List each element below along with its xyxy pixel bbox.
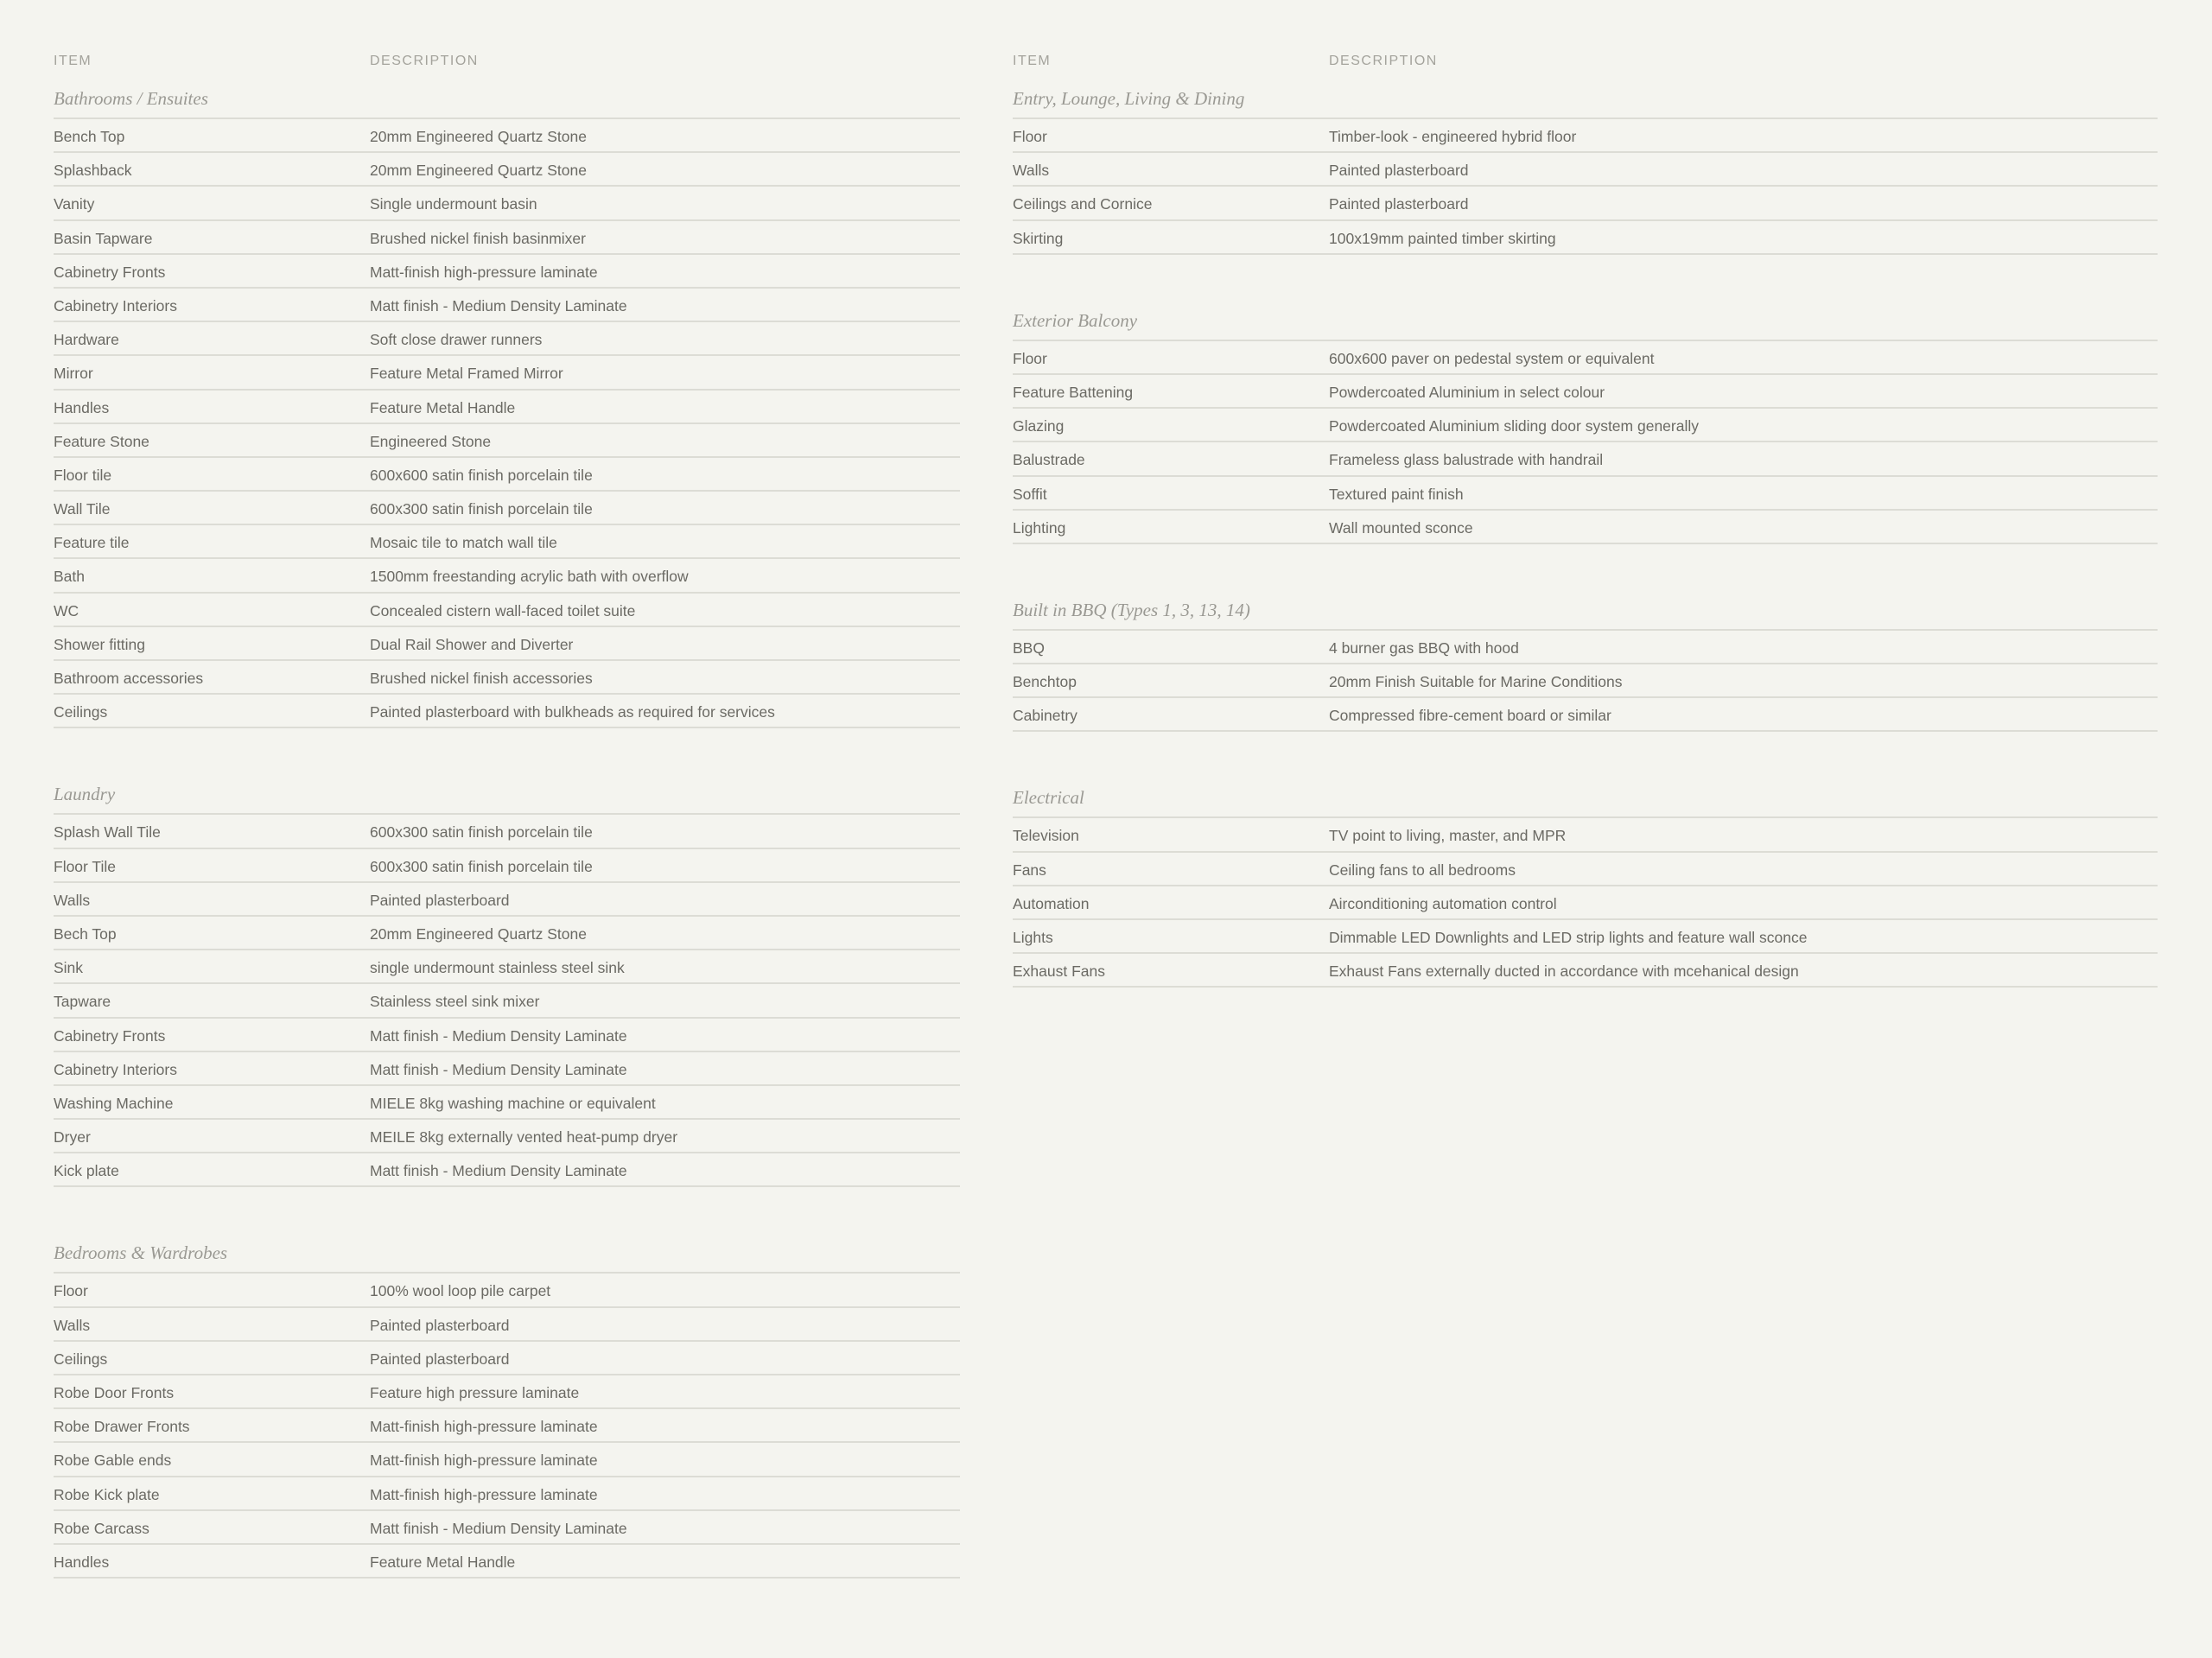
section-title-text: Bedrooms & Wardrobes	[54, 1242, 228, 1264]
table-row	[54, 1019, 960, 1052]
table-row	[54, 119, 960, 153]
column-header	[1013, 0, 2158, 68]
description-cell: Textured paint finish	[1329, 485, 1464, 503]
left-column	[54, 0, 960, 1579]
item-cell: Robe Carcass	[54, 1519, 149, 1537]
table-row	[54, 1477, 960, 1511]
table-row	[54, 255, 960, 289]
item-cell: BBQ	[1013, 638, 1045, 657]
section-title	[54, 62, 960, 119]
description-cell: Brushed nickel finish accessories	[370, 670, 593, 687]
description-cell: 20mm Engineered Quartz Stone	[370, 162, 587, 180]
item-cell: Floor	[1013, 128, 1047, 145]
table-row	[54, 1086, 960, 1120]
item-cell: Exhaust Fans	[1013, 962, 1105, 981]
item-cell: Floor tile	[54, 466, 112, 484]
item-cell: Feature Stone	[54, 432, 149, 450]
item-cell: Ceilings	[54, 1350, 108, 1368]
table-row	[54, 917, 960, 950]
section-gap	[1013, 732, 2158, 761]
item-cell: Balustrade	[1013, 451, 1085, 469]
description-cell: Painted plasterboard	[370, 1350, 510, 1368]
table-row	[1013, 954, 2158, 988]
item-cell: Washing Machine	[54, 1094, 174, 1112]
description-cell: Painted plasterboard	[1329, 162, 1469, 180]
item-cell: Soffit	[1013, 485, 1047, 503]
table-row	[1013, 511, 2158, 544]
table-row	[1013, 153, 2158, 187]
item-cell: WC	[54, 601, 79, 619]
description-cell: Soft close drawer runners	[370, 331, 543, 349]
section-title-text: Bathrooms / Ensuites	[54, 88, 208, 109]
table-row	[1013, 853, 2158, 886]
section-title	[54, 758, 960, 815]
description-cell: MIELE 8kg washing machine or equivalent	[370, 1094, 656, 1112]
item-cell: Robe Gable ends	[54, 1452, 172, 1470]
left-sections	[54, 62, 960, 1579]
description-cell: Feature Metal Handle	[370, 398, 516, 416]
description-cell: TV point to living, master, and MPR	[1329, 827, 1567, 845]
description-cell: Dual Rail Shower and Diverter	[370, 635, 574, 653]
header-item: ITEM	[1013, 54, 1052, 68]
table-row	[54, 492, 960, 525]
item-cell: Walls	[1013, 162, 1050, 180]
item-cell: Floor	[54, 1282, 88, 1300]
description-cell: Airconditioning automation control	[1329, 894, 1557, 912]
table-row	[54, 391, 960, 424]
description-cell: Painted plasterboard	[370, 1316, 510, 1334]
item-cell: Feature Battening	[1013, 383, 1134, 401]
item-cell: Robe Drawer Fronts	[54, 1418, 190, 1436]
description-cell: Frameless glass balustrade with handrail	[1329, 451, 1604, 469]
table-row	[1013, 375, 2158, 409]
section-title	[1013, 284, 2158, 341]
table-row	[1013, 341, 2158, 375]
section-title-text: Electrical	[1013, 787, 1084, 809]
table-row	[54, 1545, 960, 1579]
item-cell: Robe Kick plate	[54, 1485, 160, 1503]
item-cell: Cabinetry	[1013, 707, 1077, 725]
description-cell: Matt finish - Medium Density Laminate	[370, 296, 627, 314]
table-row	[54, 559, 960, 593]
table-row	[1013, 187, 2158, 220]
table-row	[1013, 664, 2158, 698]
table-row	[54, 458, 960, 492]
table-row	[54, 1120, 960, 1153]
item-cell: Glazing	[1013, 417, 1065, 435]
table-row	[54, 187, 960, 220]
item-cell: Walls	[54, 1316, 91, 1334]
item-cell: Shower fitting	[54, 635, 146, 653]
item-cell: Splashback	[54, 162, 132, 180]
item-cell: Tapware	[54, 993, 111, 1011]
spec-section	[1013, 761, 2158, 988]
item-cell: Bathroom accessories	[54, 670, 204, 687]
table-row	[1013, 221, 2158, 255]
section-gap	[54, 728, 960, 758]
description-cell: Stainless steel sink mixer	[370, 993, 540, 1011]
item-cell: Splash Wall Tile	[54, 823, 161, 842]
description-cell: Matt finish - Medium Density Laminate	[370, 1519, 627, 1537]
table-row	[54, 1153, 960, 1187]
item-cell: Lighting	[1013, 518, 1066, 537]
item-cell: Kick plate	[54, 1162, 119, 1180]
description-cell: 600x300 satin finish porcelain tile	[370, 857, 593, 875]
description-cell: Painted plasterboard	[370, 891, 510, 909]
item-cell: Bech Top	[54, 924, 117, 943]
section-title	[1013, 761, 2158, 818]
description-cell: Powdercoated Aluminium sliding door system generally	[1329, 417, 1699, 435]
table-row	[54, 221, 960, 255]
item-cell: Bath	[54, 568, 85, 586]
item-cell: Ceilings	[54, 703, 108, 721]
description-cell: Ceiling fans to all bedrooms	[1329, 861, 1516, 879]
spec-section	[1013, 284, 2158, 544]
table-row	[54, 1375, 960, 1409]
table-row	[54, 1409, 960, 1443]
item-cell: Television	[1013, 827, 1079, 845]
table-row	[54, 1443, 960, 1477]
item-cell: Feature tile	[54, 534, 130, 552]
description-cell: 20mm Engineered Quartz Stone	[370, 128, 587, 145]
description-cell: 20mm Engineered Quartz Stone	[370, 924, 587, 943]
item-cell: Bench Top	[54, 128, 125, 145]
section-title	[54, 1217, 960, 1274]
right-sections	[1013, 62, 2158, 988]
table-row	[1013, 631, 2158, 664]
spec-section	[54, 758, 960, 1187]
item-cell: Dryer	[54, 1128, 91, 1147]
table-row	[54, 594, 960, 627]
spec-section	[1013, 62, 2158, 255]
table-row	[1013, 442, 2158, 476]
item-cell: Vanity	[54, 195, 95, 213]
description-cell: Feature Metal Framed Mirror	[370, 365, 563, 383]
section-title-text: Laundry	[54, 784, 116, 805]
description-cell: Matt finish - Medium Density Laminate	[370, 1162, 627, 1180]
section-title-text: Exterior Balcony	[1013, 309, 1138, 331]
right-column	[1013, 0, 2158, 988]
description-cell: 1500mm freestanding acrylic bath with overflow	[370, 568, 689, 586]
section-title	[1013, 574, 2158, 631]
item-cell: Floor	[1013, 349, 1047, 367]
description-cell: Feature high pressure laminate	[370, 1384, 580, 1401]
description-cell: Single undermount basin	[370, 195, 537, 213]
table-row	[54, 627, 960, 661]
item-cell: Cabinetry Interiors	[54, 296, 177, 314]
description-cell: MEILE 8kg externally vented heat-pump dryer	[370, 1128, 678, 1147]
section-gap	[1013, 255, 2158, 284]
item-cell: Ceilings and Cornice	[1013, 195, 1153, 213]
item-cell: Basin Tapware	[54, 229, 153, 247]
description-cell: 100x19mm painted timber skirting	[1329, 229, 1556, 247]
section-gap	[54, 1187, 960, 1217]
description-cell: Timber-look - engineered hybrid floor	[1329, 128, 1577, 145]
table-row	[54, 883, 960, 917]
item-cell: Automation	[1013, 894, 1090, 912]
item-cell: Sink	[54, 959, 84, 977]
description-cell: 600x600 satin finish porcelain tile	[370, 466, 593, 484]
item-cell: Wall Tile	[54, 500, 111, 518]
description-cell: single undermount stainless steel sink	[370, 959, 625, 977]
column-header	[54, 0, 960, 68]
description-cell: Wall mounted sconce	[1329, 518, 1473, 537]
item-cell: Cabinetry Fronts	[54, 1026, 166, 1045]
table-row	[54, 1052, 960, 1086]
section-title-text: Built in BBQ (Types 1, 3, 13, 14)	[1013, 599, 1250, 620]
spec-section	[54, 1217, 960, 1579]
description-cell: 600x600 paver on pedestal system or equivalent	[1329, 349, 1655, 367]
description-cell: Matt-finish high-pressure laminate	[370, 1485, 598, 1503]
description-cell: Engineered Stone	[370, 432, 492, 450]
table-row	[1013, 698, 2158, 732]
table-row	[1013, 119, 2158, 153]
description-cell: Exhaust Fans externally ducted in accordance with mcehanical design	[1329, 962, 1799, 981]
description-cell: Matt finish - Medium Density Laminate	[370, 1026, 627, 1045]
header-description: DESCRIPTION	[370, 54, 479, 68]
table-row	[54, 424, 960, 458]
table-row	[54, 1342, 960, 1375]
description-cell: Mosaic tile to match wall tile	[370, 534, 557, 552]
description-cell: Matt finish - Medium Density Laminate	[370, 1060, 627, 1078]
description-cell: Dimmable LED Downlights and LED strip lights and feature wall sconce	[1329, 929, 1808, 946]
table-row	[54, 950, 960, 984]
table-row	[1013, 477, 2158, 511]
section-title-text: Entry, Lounge, Living & Dining	[1013, 88, 1245, 109]
table-row	[54, 289, 960, 322]
item-cell: Fans	[1013, 861, 1046, 879]
item-cell: Floor Tile	[54, 857, 116, 875]
section-gap	[1013, 544, 2158, 574]
description-cell: 20mm Finish Suitable for Marine Conditions	[1329, 673, 1623, 691]
item-cell: Handles	[54, 1553, 110, 1571]
item-cell: Walls	[54, 891, 91, 909]
description-cell: Feature Metal Handle	[370, 1553, 516, 1571]
description-cell: Concealed cistern wall-faced toilet suite	[370, 601, 636, 619]
section-title	[1013, 62, 2158, 119]
description-cell: 4 burner gas BBQ with hood	[1329, 638, 1519, 657]
table-row	[54, 356, 960, 390]
table-row	[54, 153, 960, 187]
table-row	[1013, 818, 2158, 852]
table-row	[54, 1511, 960, 1545]
spec-section	[54, 62, 960, 728]
description-cell: Matt-finish high-pressure laminate	[370, 263, 598, 281]
description-cell: Compressed fibre-cement board or similar	[1329, 707, 1611, 725]
item-cell: Skirting	[1013, 229, 1064, 247]
item-cell: Handles	[54, 398, 110, 416]
table-row	[54, 1308, 960, 1342]
table-row	[1013, 920, 2158, 954]
item-cell: Benchtop	[1013, 673, 1077, 691]
description-cell: 100% wool loop pile carpet	[370, 1282, 551, 1300]
description-cell: 600x300 satin finish porcelain tile	[370, 823, 593, 842]
description-cell: Painted plasterboard with bulkheads as required for services	[370, 703, 775, 721]
table-row	[54, 661, 960, 695]
item-cell: Cabinetry Fronts	[54, 263, 166, 281]
table-row	[54, 815, 960, 848]
table-row	[54, 695, 960, 728]
header-item: ITEM	[54, 54, 92, 68]
table-row	[54, 525, 960, 559]
item-cell: Mirror	[54, 365, 93, 383]
description-cell: 600x300 satin finish porcelain tile	[370, 500, 593, 518]
table-row	[54, 322, 960, 356]
header-description: DESCRIPTION	[1329, 54, 1438, 68]
description-cell: Painted plasterboard	[1329, 195, 1469, 213]
table-row	[1013, 409, 2158, 442]
description-cell: Powdercoated Aluminium in select colour	[1329, 383, 1605, 401]
description-cell: Matt-finish high-pressure laminate	[370, 1452, 598, 1470]
description-cell: Brushed nickel finish basinmixer	[370, 229, 586, 247]
item-cell: Hardware	[54, 331, 119, 349]
table-row	[54, 984, 960, 1018]
item-cell: Cabinetry Interiors	[54, 1060, 177, 1078]
item-cell: Robe Door Fronts	[54, 1384, 175, 1401]
table-row	[1013, 886, 2158, 920]
item-cell: Lights	[1013, 929, 1053, 946]
table-row	[54, 849, 960, 883]
table-row	[54, 1274, 960, 1307]
spec-section	[1013, 574, 2158, 733]
description-cell: Matt-finish high-pressure laminate	[370, 1418, 598, 1436]
